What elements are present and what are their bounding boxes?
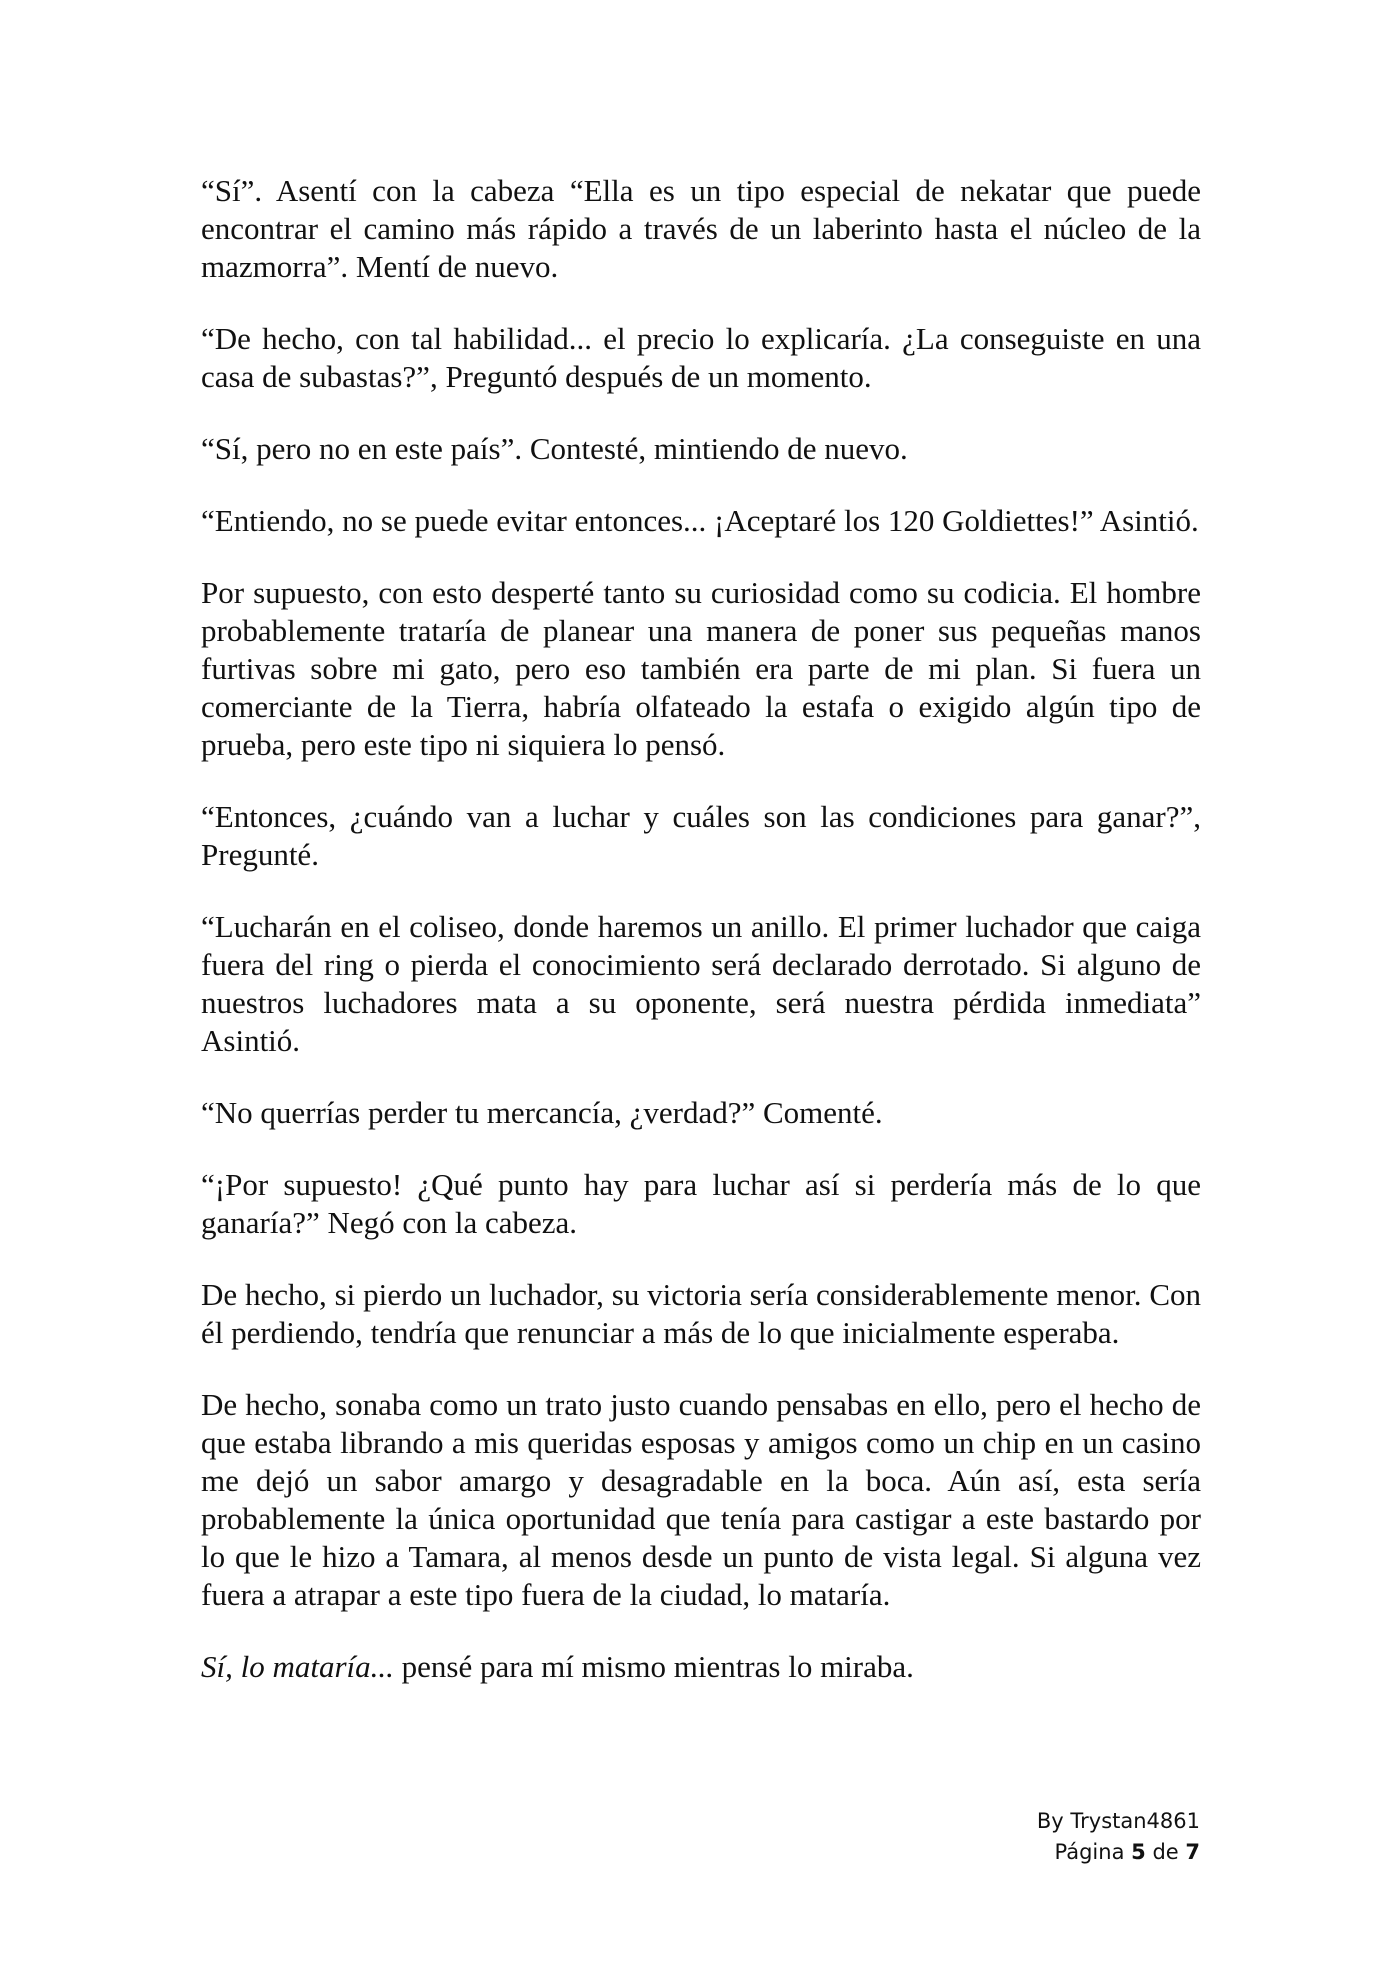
- paragraph: Por supuesto, con esto desperté tanto su curiosidad como su codicia. El hombre probablemente trataría de planear una manera de poner sus pequeñas manos furtivas sobre mi gato, pero eso también era parte de mi plan. Si fuera un comerciante de la Tierra, habría olfateado la estafa o exigido algún tipo de prueba, pero este tipo ni siquiera lo pensó.: [201, 575, 1201, 762]
- paragraph: “De hecho, con tal habilidad... el precio lo explicaría. ¿La conseguiste en una casa de subastas?”, Preguntó después de un momento.: [201, 321, 1201, 394]
- paragraph: “Entiendo, no se puede evitar entonces... ¡Aceptaré los 120 Goldiettes!” Asintió.: [201, 503, 1199, 538]
- page-total: 7: [1185, 1840, 1200, 1864]
- italic-thought: Sí, lo mataría...: [201, 1649, 394, 1684]
- paragraph: “Lucharán en el coliseo, donde haremos un anillo. El primer luchador que caiga fuera del ring o pierda el conocimiento será declarado derrotado. Si alguno de nuestros luchadores mata a su oponente, será nuestra pérdida inmediata” Asintió.: [201, 909, 1201, 1058]
- footer-author: By Trystan4861: [1036, 1809, 1200, 1833]
- page-number: [1037, 1837, 1200, 1868]
- paragraph: “Entonces, ¿cuándo van a luchar y cuáles son las condiciones para ganar?”, Pregunté.: [201, 799, 1201, 872]
- page-footer: [1037, 1806, 1200, 1868]
- paragraph: “¡Por supuesto! ¿Qué punto hay para luchar así si perdería más de lo que ganaría?” Negó con la cabeza.: [201, 1167, 1201, 1240]
- page-word: Página: [1054, 1840, 1125, 1864]
- body-text: [201, 172, 1201, 1686]
- page-of: de: [1152, 1840, 1179, 1864]
- page-current: 5: [1131, 1840, 1146, 1864]
- closing-paragraph: [201, 1648, 1201, 1686]
- paragraph: “Sí, pero no en este país”. Contesté, mintiendo de nuevo.: [201, 431, 908, 466]
- paragraph: De hecho, sonaba como un trato justo cuando pensabas en ello, pero el hecho de que estaba librando a mis queridas esposas y amigos como un chip en un casino me dejó un sabor amargo y desagradable en la boca. Aún así, esta sería probablemente la única oportunidad que tenía para castigar a este bastardo por lo que le hizo a Tamara, al menos desde un punto de vista legal. Si alguna vez fuera a atrapar a este tipo fuera de la ciudad, lo mataría.: [201, 1387, 1201, 1612]
- paragraph: De hecho, si pierdo un luchador, su victoria sería considerablemente menor. Con él perdiendo, tendría que renunciar a más de lo que inicialmente esperaba.: [201, 1277, 1201, 1350]
- paragraph: “Sí”. Asentí con la cabeza “Ella es un tipo especial de nekatar que puede encontrar el camino más rápido a través de un laberinto hasta el núcleo de la mazmorra”. Mentí de nuevo.: [201, 173, 1201, 284]
- paragraph: “No querrías perder tu mercancía, ¿verdad?” Comenté.: [201, 1095, 883, 1130]
- closing-text: pensé para mí mismo mientras lo miraba.: [393, 1649, 914, 1684]
